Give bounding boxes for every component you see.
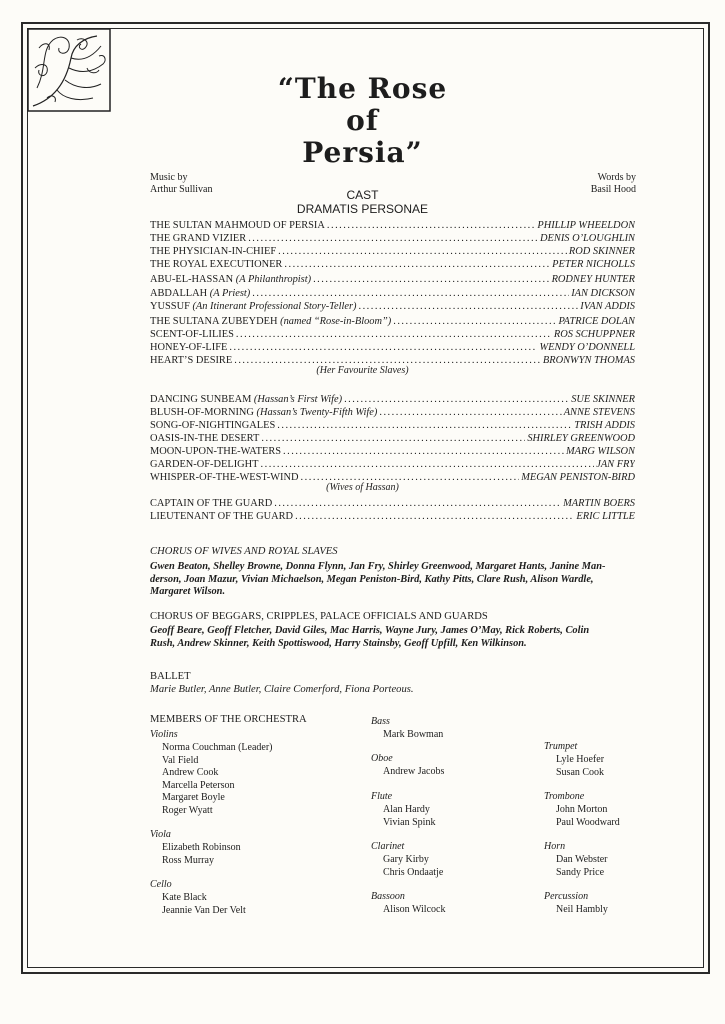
dramatis-heading: DRAMATIS PERSONAE	[296, 202, 429, 216]
orchestra-member: Alan Hardy	[383, 804, 430, 815]
orchestra-section-viola: Viola	[150, 829, 171, 840]
cast-role	[150, 233, 246, 245]
leader-dots	[295, 511, 574, 523]
ballet-members: Marie Butler, Anne Butler, Claire Comerford, Fiona Porteous.	[150, 684, 414, 695]
leader-dots	[344, 394, 569, 406]
cast-line	[150, 433, 635, 445]
orchestra-section-oboe: Oboe	[371, 753, 393, 764]
cast-line	[150, 459, 635, 471]
leader-dots	[284, 259, 550, 271]
leader-dots	[358, 301, 578, 313]
cast-role-name: THE ROYAL EXECUTIONER	[150, 259, 283, 270]
cast-line	[150, 420, 635, 432]
orchestra-member: Mark Bowman	[383, 729, 444, 740]
orchestra-member: Sandy Price	[556, 866, 605, 878]
orchestra-member: Chris Ondaatje	[383, 866, 444, 878]
leader-dots	[393, 316, 556, 328]
orchestra-section-trombone: Trombone	[544, 791, 585, 802]
cast-role	[150, 407, 377, 419]
title-line-1: “The Rose	[277, 72, 448, 105]
cast-role	[150, 459, 259, 471]
leader-dots	[283, 446, 564, 458]
cast-role-name: MOON-UPON-THE-WATERS	[150, 446, 282, 457]
cast-actor: TRISH ADDIS	[574, 420, 635, 431]
cast-line	[150, 407, 635, 419]
cast-line	[150, 288, 635, 300]
cast-line	[150, 394, 635, 406]
chorus-wives-line: Margaret Wilson.	[150, 586, 226, 598]
cast-role	[150, 511, 293, 523]
cast-role-name: ABU-EL-HASSAN	[150, 274, 234, 285]
orchestra-member: Lyle Hoefer	[556, 754, 605, 765]
cast-role	[150, 288, 250, 300]
leader-dots	[261, 459, 595, 471]
cast-role-note: (Hassan’s First Wife)	[251, 394, 343, 405]
cast-actor: ROD SKINNER	[568, 246, 635, 257]
leader-dots	[313, 274, 550, 286]
title-line-2: of	[346, 104, 379, 137]
leader-dots	[236, 329, 552, 341]
orchestra-member: Margaret Boyle	[162, 792, 225, 804]
cast-role	[150, 301, 356, 313]
cast-role	[150, 274, 311, 286]
orchestra-member: Ross Murray	[162, 854, 214, 866]
orchestra-member: Andrew Jacobs	[383, 766, 445, 777]
cast-actor: DENIS O’LOUGHLIN	[540, 233, 635, 244]
cast-line	[150, 316, 635, 328]
cast-role-name: SONG-OF-NIGHTINGALES	[150, 420, 276, 431]
leader-dots	[252, 288, 569, 300]
cast-role-name: SCENT-OF-LILIES	[150, 329, 234, 340]
leader-dots	[261, 433, 525, 445]
cast-role-name: WHISPER-OF-THE-WEST-WIND	[150, 472, 299, 483]
orchestra-member: Susan Cook	[556, 766, 605, 778]
cast-actor: SHIRLEY GREENWOOD	[527, 433, 635, 444]
orchestra-section-percussion: Percussion	[544, 891, 589, 902]
orchestra-member: Val Field	[162, 754, 199, 766]
orchestra-member: Gary Kirby	[383, 854, 429, 865]
cast-actor: PATRICE DOLAN	[558, 316, 635, 327]
music-composer: Arthur Sullivan	[150, 184, 213, 195]
cast-actor: SUE SKINNER	[571, 394, 635, 405]
cast-actor: PETER NICHOLLS	[552, 259, 635, 270]
cast-line	[150, 246, 635, 258]
cast-actor: PHILLIP WHEELDON	[537, 220, 635, 231]
orchestra-member: Elizabeth Robinson	[162, 842, 241, 853]
cast-role	[150, 259, 282, 271]
orchestra-section-clarinet: Clarinet	[371, 841, 405, 852]
cast-role-name: BLUSH-OF-MORNING	[150, 407, 254, 418]
cast-role	[150, 420, 275, 432]
cast-role	[150, 246, 276, 258]
orchestra-member: Neil Hambly	[556, 904, 608, 915]
chorus-beggars-line: Geoff Beare, Geoff Fletcher, David Giles, Mac Harris, Wayne Jury, James O’May, Rick Roberts, Colin	[150, 625, 590, 636]
cast-line	[150, 301, 635, 313]
cast-role-name: THE PHYSICIAN-IN-CHIEF	[150, 246, 277, 257]
cast-role	[150, 342, 227, 354]
cast-actor: JAN FRY	[596, 459, 635, 470]
cast-role-name: ABDALLAH	[150, 288, 208, 299]
orchestra-section-cello: Cello	[150, 879, 172, 890]
cast-actor: IVAN ADDIS	[580, 301, 635, 312]
cast-role-name: HEART’S DESIRE	[150, 355, 233, 366]
cast-actor: WENDY O’DONNELL	[539, 342, 635, 353]
chorus-wives-heading: CHORUS OF WIVES AND ROYAL SLAVES	[150, 546, 338, 557]
cast-role-name: HONEY-OF-LIFE	[150, 342, 228, 353]
cast-line	[150, 446, 635, 458]
chorus-beggars-heading: CHORUS OF BEGGARS, CRIPPLES, PALACE OFFICIALS AND GUARDS	[150, 611, 488, 622]
cast-actor: MARTIN BOERS	[563, 498, 635, 509]
words-label: Words by	[597, 172, 636, 183]
cast-line	[150, 259, 635, 271]
cast-role-name: OASIS-IN-THE DESERT	[150, 433, 260, 444]
music-label: Music by	[150, 172, 188, 183]
orchestra-member: Jeannie Van Der Velt	[162, 904, 246, 916]
cast-role-name: YUSSUF	[150, 301, 190, 312]
cast-role	[150, 498, 272, 510]
cast-role	[150, 446, 281, 458]
cast-role	[150, 220, 325, 232]
cast-role-name: THE SULTANA ZUBEYDEH	[150, 316, 278, 327]
cast-actor: MARG WILSON	[566, 446, 635, 457]
cast-role-name: DANCING SUNBEAM	[150, 394, 252, 405]
cast-role-note: (A Philanthropist)	[233, 274, 312, 285]
orchestra-section-horn: Horn	[544, 841, 566, 852]
orchestra-member: Roger Wyatt	[162, 805, 213, 816]
orchestra-member: John Morton	[556, 804, 608, 815]
orchestra-member: Marcella Peterson	[162, 779, 235, 791]
cast-heading: CAST	[346, 188, 379, 202]
orchestra-member: Andrew Cook	[162, 767, 219, 779]
leader-dots	[248, 233, 538, 245]
cast-line	[150, 233, 635, 245]
orchestra-heading: MEMBERS OF THE ORCHESTRA	[150, 714, 307, 725]
cast-role-name: GARDEN-OF-DELIGHT	[150, 459, 259, 470]
cast-actor: BRONWYN THOMAS	[542, 355, 635, 366]
leader-dots	[379, 407, 561, 419]
orchestra-member: Paul Woodward	[556, 816, 620, 828]
leader-dots	[274, 498, 561, 510]
chorus-wives-line: Gwen Beaton, Shelley Browne, Donna Flynn, Jan Fry, Shirley Greenwood, Margaret Hants, Janine Man-	[150, 561, 606, 572]
title-line-3: Persia”	[302, 136, 423, 169]
orchestra-member: Dan Webster	[556, 854, 608, 865]
cast-actor: ANNE STEVENS	[563, 407, 635, 418]
cast-actor: ERIC LITTLE	[576, 511, 635, 522]
orchestra-member: Norma Couchman (Leader)	[162, 742, 273, 753]
orchestra-member: Kate Black	[162, 892, 207, 903]
cast-role-name: CAPTAIN OF THE GUARD	[150, 498, 273, 509]
chorus-beggars-members	[150, 625, 640, 650]
cast-role-note: (named “Rose-in-Bloom”)	[277, 316, 392, 327]
leader-dots	[327, 220, 535, 232]
cast-line	[150, 329, 635, 341]
orchestra-section-violins: Violins	[150, 729, 178, 740]
wives-note: (Wives of Hassan)	[326, 482, 399, 493]
cast-line	[150, 274, 635, 286]
cast-actor: IAN DICKSON	[571, 288, 635, 299]
orchestra-member: Alison Wilcock	[383, 904, 446, 915]
favourite-slaves-note: (Her Favourite Slaves)	[316, 365, 409, 376]
chorus-wives-line: derson, Joan Mazur, Vivian Michaelson, Megan Peniston-Bird, Kathy Pitts, Clare Rush, Alison Wardle,	[150, 573, 594, 585]
cast-role-name: THE GRAND VIZIER	[150, 233, 247, 244]
cast-role-note: (A Priest)	[207, 288, 251, 299]
orchestra-section-trumpet: Trumpet	[544, 741, 578, 752]
cast-actor: MEGAN PENISTON-BIRD	[521, 472, 635, 483]
cast-role	[150, 329, 234, 341]
words-author: Basil Hood	[590, 184, 636, 195]
chorus-beggars-line: Rush, Andrew Skinner, Keith Spottiswood, Harry Stainsby, Geoff Upfill, Ken Wilkinson.	[150, 637, 527, 649]
orchestra-section-bass: Bass	[371, 716, 390, 727]
leader-dots	[277, 420, 572, 432]
cast-line	[150, 511, 635, 523]
cast-role-note: (An Itinerant Professional Story-Teller)	[189, 301, 357, 312]
cast-actor: ROS SCHUPPNER	[553, 329, 635, 340]
cast-line	[150, 498, 635, 510]
ballet-heading: BALLET	[150, 671, 191, 682]
cast-line	[150, 342, 635, 354]
orchestra-section-bassoon: Bassoon	[371, 891, 405, 902]
cast-role-name: LIEUTENANT OF THE GUARD	[150, 511, 294, 522]
leader-dots	[229, 342, 537, 354]
leader-dots	[278, 246, 567, 258]
chorus-wives-members	[150, 561, 640, 599]
cast-actor: RODNEY HUNTER	[551, 274, 635, 285]
cast-line	[150, 220, 635, 232]
cast-role	[150, 433, 259, 445]
cast-role-note: (Hassan’s Twenty-Fifth Wife)	[253, 407, 378, 418]
cast-role	[150, 394, 342, 406]
cast-role	[150, 316, 391, 328]
orchestra-section-flute: Flute	[371, 791, 393, 802]
orchestra-member: Vivian Spink	[383, 816, 436, 828]
cast-role-name: THE SULTAN MAHMOUD OF PERSIA	[150, 220, 325, 231]
